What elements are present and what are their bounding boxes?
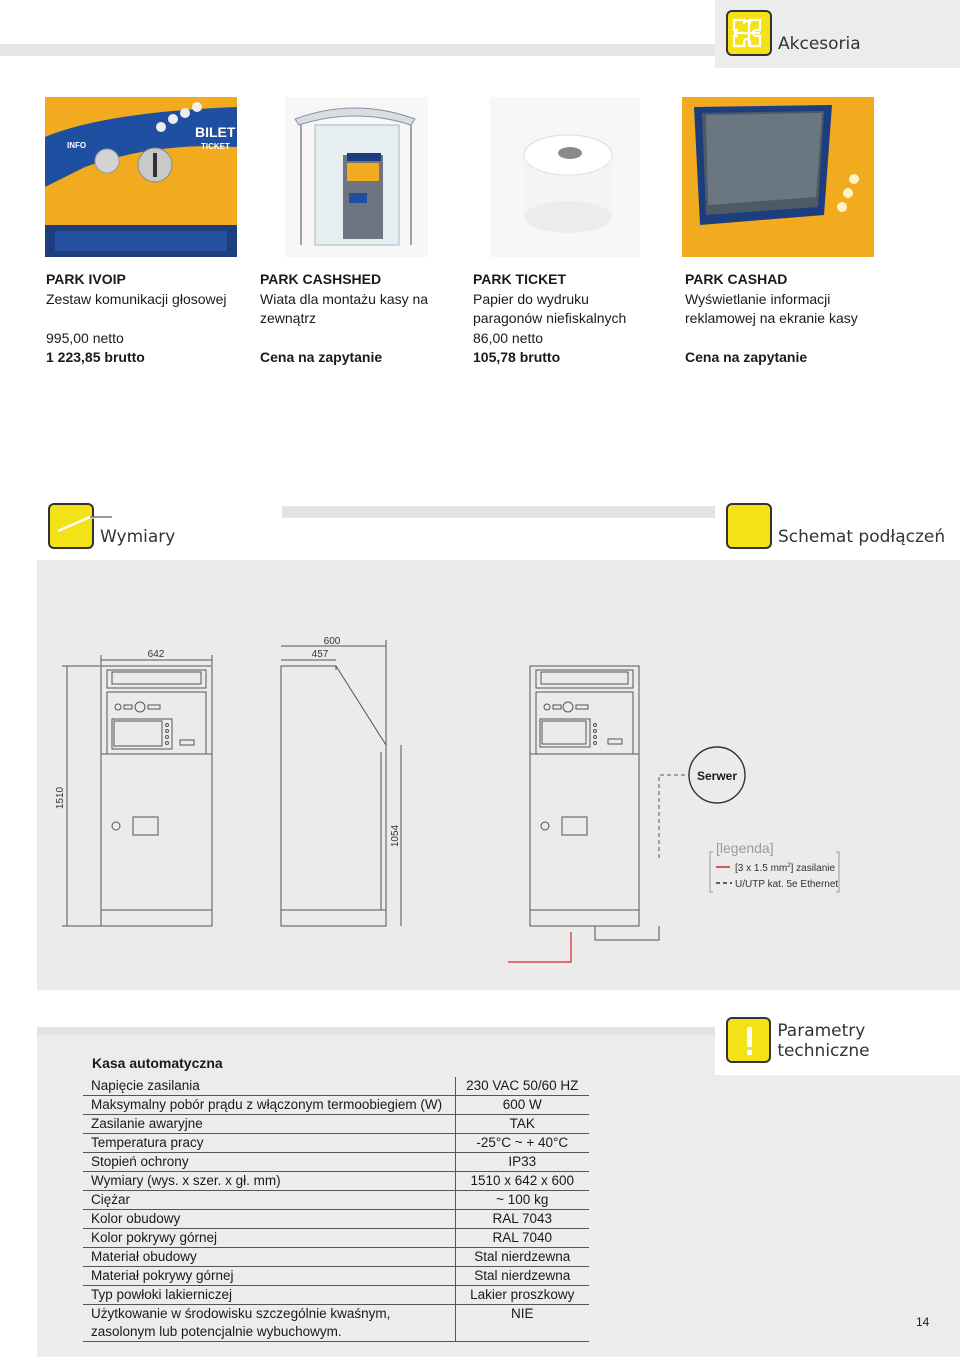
spec-key: Zasilanie awaryjne (83, 1115, 455, 1134)
accessory-name: PARK TICKET (473, 271, 567, 287)
accessory-line: paragonów niefiskalnych (473, 310, 627, 327)
spec-key: Napięcie zasilania (83, 1077, 455, 1096)
kiosk-front-view (101, 666, 212, 926)
ivoip-bilet-text: BILET (195, 124, 236, 140)
dim-width-label: 642 (147, 649, 165, 660)
dim-height-label: 1510 (55, 786, 66, 810)
parametry-heading (726, 1017, 960, 1063)
table-row (83, 1286, 589, 1305)
cable-loop (595, 926, 659, 940)
specs-table (83, 1077, 589, 1342)
spec-value: Lakier proszkowy (455, 1286, 589, 1305)
wymiary-title: Wymiary (100, 527, 176, 547)
table-row (83, 1229, 589, 1248)
table-row (83, 1210, 589, 1229)
akcesoria-title: Akcesoria (778, 34, 861, 54)
spec-key: Maksymalny pobór prądu z włączonym termoobiegiem (W) (83, 1096, 455, 1115)
accessory-line: zewnątrz (260, 310, 317, 327)
ivoip-ticket-text: TICKET (201, 142, 230, 151)
spec-value: 1510 x 642 x 600 (455, 1172, 589, 1191)
table-row (83, 1096, 589, 1115)
dim-depth-top-label: 600 (323, 636, 341, 647)
accessory-price: 1 223,85 brutto (46, 349, 145, 366)
power-line (508, 932, 571, 962)
table-row (83, 1077, 589, 1096)
legend-power-text: [3 x 1.5 $mm^2$] zasilanie (735, 863, 836, 874)
spec-value: TAK (455, 1115, 589, 1134)
server-label: Serwer (696, 769, 738, 783)
spec-key: Wymiary (wys. x szer. x gł. mm) (83, 1172, 455, 1191)
accessory-line: Papier do wydruku (473, 290, 589, 307)
accessory-price: 105,78 brutto (473, 349, 561, 366)
table-row (83, 1267, 589, 1286)
accessory-line: 86,00 netto (473, 329, 544, 346)
accessory-price: Cena na zapytanie (685, 349, 808, 366)
accessory-line: reklamowej na ekranie kasy (685, 310, 858, 327)
table-row (83, 1191, 589, 1210)
accessory-name: PARK IVOIP (46, 271, 126, 287)
spec-key: Typ powłoki lakierniczej (83, 1286, 455, 1305)
warning-icon (726, 1017, 771, 1063)
accessory-line: Zestaw komunikacji głosowej (46, 290, 227, 307)
spec-key: Kolor pokrywy górnej (83, 1229, 455, 1248)
table-row (83, 1134, 589, 1153)
legend-net-text: U/UTP kat. 5e Ethernet (735, 879, 839, 890)
params-subtitle: Kasa automatyczna (92, 1055, 223, 1071)
accessory-price: Cena na zapytanie (260, 349, 383, 366)
spec-key: Materiał obudowy (83, 1248, 455, 1267)
page-number: 14 (916, 1315, 930, 1329)
schemat-title: Schemat podłączeń (778, 527, 946, 547)
accessory-name: PARK CASHAD (685, 271, 788, 287)
spec-key: Temperatura pracy (83, 1134, 455, 1153)
kiosk-side-view (281, 666, 386, 926)
ivoip-info-text: INFO (67, 141, 87, 150)
spec-value: RAL 7040 (455, 1229, 589, 1248)
dim-depth-base-label: 457 (311, 649, 329, 660)
spec-value: IP33 (455, 1153, 589, 1172)
spec-value: NIE (455, 1305, 589, 1342)
spec-key: Ciężar (83, 1191, 455, 1210)
legend-title: [legenda] (716, 840, 774, 856)
spec-value: Stal nierdzewna (455, 1267, 589, 1286)
table-row (83, 1305, 589, 1342)
spec-value: 600 W (455, 1096, 589, 1115)
spec-value: RAL 7043 (455, 1210, 589, 1229)
accessory-line: Wiata dla montażu kasy na (260, 290, 429, 307)
table-row (83, 1248, 589, 1267)
spec-key: Kolor obudowy (83, 1210, 455, 1229)
table-row (83, 1153, 589, 1172)
accessory-name: PARK CASHSHED (260, 271, 382, 287)
accessory-line: Wyświetlanie informacji (685, 290, 831, 307)
parametry-title: Parametry techniczne (777, 1021, 870, 1061)
spec-key: Stopień ochrony (83, 1153, 455, 1172)
params-stripe (37, 1027, 715, 1035)
table-row (83, 1172, 589, 1191)
spec-key: Użytkowanie w środowisku szczególnie kwaśnym, zasolonym lub potencjalnie wybuchowym. (83, 1305, 455, 1342)
dim-lower-height-label: 1054 (390, 824, 401, 848)
accessory-line: 995,00 netto (46, 329, 124, 346)
spec-value: 230 VAC 50/60 HZ (455, 1077, 589, 1096)
spec-value: -25°C ~ + 40°C (455, 1134, 589, 1153)
kiosk-schema-view (530, 666, 639, 926)
spec-value: ~ 100 kg (455, 1191, 589, 1210)
ethernet-line (659, 775, 690, 858)
spec-key: Materiał pokrywy górnej (83, 1267, 455, 1286)
table-row (83, 1115, 589, 1134)
spec-value: Stal nierdzewna (455, 1248, 589, 1267)
